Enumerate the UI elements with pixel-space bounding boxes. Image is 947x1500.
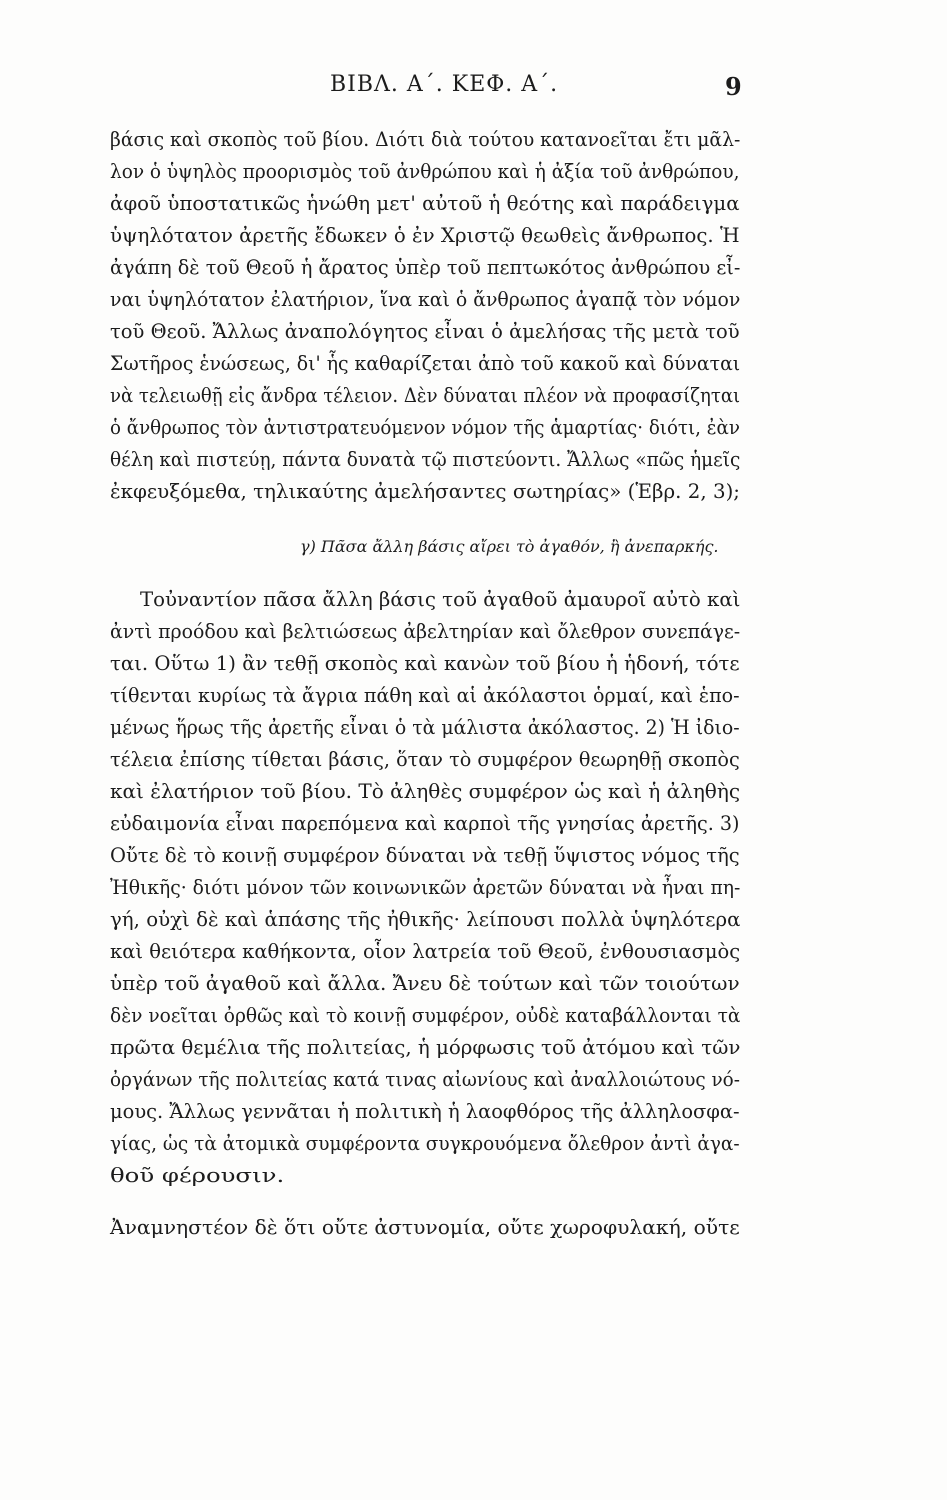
text-line: καὶ ἐλατήριον τοῦ βίου. Τὸ ἀληθὲς συμφέρον ὡς καὶ ἡ ἀληθὴς: [110, 780, 741, 803]
text-line: μένως ἥρως τῆς ἀρετῆς εἶναι ὁ τὰ μάλιστα ἀκόλαστος. 2) Ἡ ἰδιο-: [110, 716, 740, 739]
text-line: ἐκφευξόμεθα, τηλικαύτης ἀμελήσαντες σωτηρίας» (Ἑβρ. 2, 3);: [110, 480, 740, 503]
section-heading: γ) Πᾶσα ἄλλη βάσις αἴρει τὸ ἀγαθόν, ἢ ἀνεπαρκής.: [300, 537, 719, 556]
text-line: Οὔτε δὲ τὸ κοινῇ συμφέρον δύναται νὰ τεθῇ ὕψιστος νόμος τῆς: [110, 844, 740, 867]
text-line: γή, οὐχὶ δὲ καὶ ἁπάσης τῆς ἠθικῆς· λείπουσι πολλὰ ὑψηλότερα: [110, 908, 741, 931]
text-line: εὐδαιμονία εἶναι παρεπόμενα καὶ καρποὶ τῆς γνησίας ἀρετῆς. 3): [110, 812, 740, 835]
text-line: θέλη καὶ πιστεύῃ, πάντα δυνατὰ τῷ πιστεύοντι. Ἄλλως «πῶς ἡμεῖς: [110, 448, 741, 471]
running-head: [0, 72, 947, 104]
text-line: ὑπὲρ τοῦ ἀγαθοῦ καὶ ἄλλα. Ἄνευ δὲ τούτων καὶ τῶν τοιούτων: [110, 972, 740, 995]
text-line: Ἠθικῆς· διότι μόνον τῶν κοινωνικῶν ἀρετῶν δύναται νὰ ἦναι πη-: [110, 876, 741, 899]
text-line: καὶ θειότερα καθήκοντα, οἷον λατρεία τοῦ Θεοῦ, ἐνθουσιασμὸς: [110, 940, 741, 963]
text-line: τοῦ Θεοῦ. Ἄλλως ἀναπολόγητος εἶναι ὁ ἀμελήσας τῆς μετὰ τοῦ: [110, 320, 740, 343]
text-line: ται. Οὕτω 1) ἂν τεθῇ σκοπὸς καὶ κανὼν τοῦ βίου ἡ ἡδονή, τότε: [110, 652, 740, 675]
text-line: νὰ τελειωθῇ εἰς ἄνδρα τέλειον. Δὲν δύναται πλέον νὰ προφασίζηται: [110, 384, 741, 407]
text-line: ὁ ἄνθρωπος τὸν ἀντιστρατευόμενον νόμον τῆς ἁμαρτίας· διότι, ἐὰν: [110, 416, 740, 439]
page-number: 9: [725, 72, 742, 101]
text-line: τέλεια ἐπίσης τίθεται βάσις, ὅταν τὸ συμφέρον θεωρηθῇ σκοπὸς: [110, 748, 740, 771]
text-line: μους. Ἄλλως γεννᾶται ἡ πολιτικὴ ἡ λαοφθόρος τῆς ἀλληλοσφα-: [110, 1100, 740, 1123]
text-line: γίας, ὡς τὰ ἀτομικὰ συμφέροντα συγκρουόμενα ὄλεθρον ἀντὶ ἀγα-: [110, 1132, 740, 1155]
text-line: ναι ὑψηλότατον ἐλατήριον, ἵνα καὶ ὁ ἄνθρωπος ἀγαπᾷ τὸν νόμον: [110, 288, 741, 311]
text-line: λον ὁ ὑψηλὸς προορισμὸς τοῦ ἀνθρώπου καὶ ἡ ἀξία τοῦ ἀνθρώπου,: [110, 160, 740, 183]
running-title: ΒΙΒΛ. Α΄. ΚΕΦ. Α΄.: [330, 72, 559, 97]
text-line: θοῦ φέρουσιν.: [110, 1164, 285, 1187]
text-line: Τοὐναντίον πᾶσα ἄλλη βάσις τοῦ ἀγαθοῦ ἀμαυροῖ αὐτὸ καὶ: [140, 588, 741, 611]
text-line: βάσις καὶ σκοπὸς τοῦ βίου. Διότι διὰ τούτου κατανοεῖται ἔτι μᾶλ-: [110, 128, 741, 151]
text-line: Ἀναμνηστέον δὲ ὅτι οὔτε ἀστυνομία, οὔτε χωροφυλακή, οὔτε: [110, 1216, 740, 1239]
text-line: ἀφοῦ ὑποστατικῶς ἡνώθη μετ' αὐτοῦ ἡ θεότης καὶ παράδειγμα: [110, 192, 740, 215]
text-line: δὲν νοεῖται ὀρθῶς καὶ τὸ κοινῇ συμφέρον, οὐδὲ καταβάλλονται τὰ: [110, 1004, 741, 1027]
text-line: τίθενται κυρίως τὰ ἄγρια πάθη καὶ αἱ ἀκόλαστοι ὁρμαί, καὶ ἑπο-: [110, 684, 740, 707]
text-line: ἀντὶ προόδου καὶ βελτιώσεως ἀβελτηρίαν καὶ ὄλεθρον συνεπάγε-: [110, 620, 741, 643]
text-line: Σωτῆρος ἑνώσεως, δι' ἧς καθαρίζεται ἀπὸ τοῦ κακοῦ καὶ δύναται: [110, 352, 741, 375]
text-line: ἀγάπη δὲ τοῦ Θεοῦ ἡ ἄρατος ὑπὲρ τοῦ πεπτωκότος ἀνθρώπου εἶ-: [110, 256, 741, 279]
text-line: πρῶτα θεμέλια τῆς πολιτείας, ἡ μόρφωσις τοῦ ἀτόμου καὶ τῶν: [110, 1036, 741, 1059]
text-line: ὀργάνων τῆς πολιτείας κατά τινας αἰωνίους καὶ ἀναλλοιώτους νό-: [110, 1068, 740, 1091]
text-line: ὑψηλότατον ἀρετῆς ἔδωκεν ὁ ἐν Χριστῷ θεωθεὶς ἄνθρωπος. Ἡ: [110, 224, 740, 247]
